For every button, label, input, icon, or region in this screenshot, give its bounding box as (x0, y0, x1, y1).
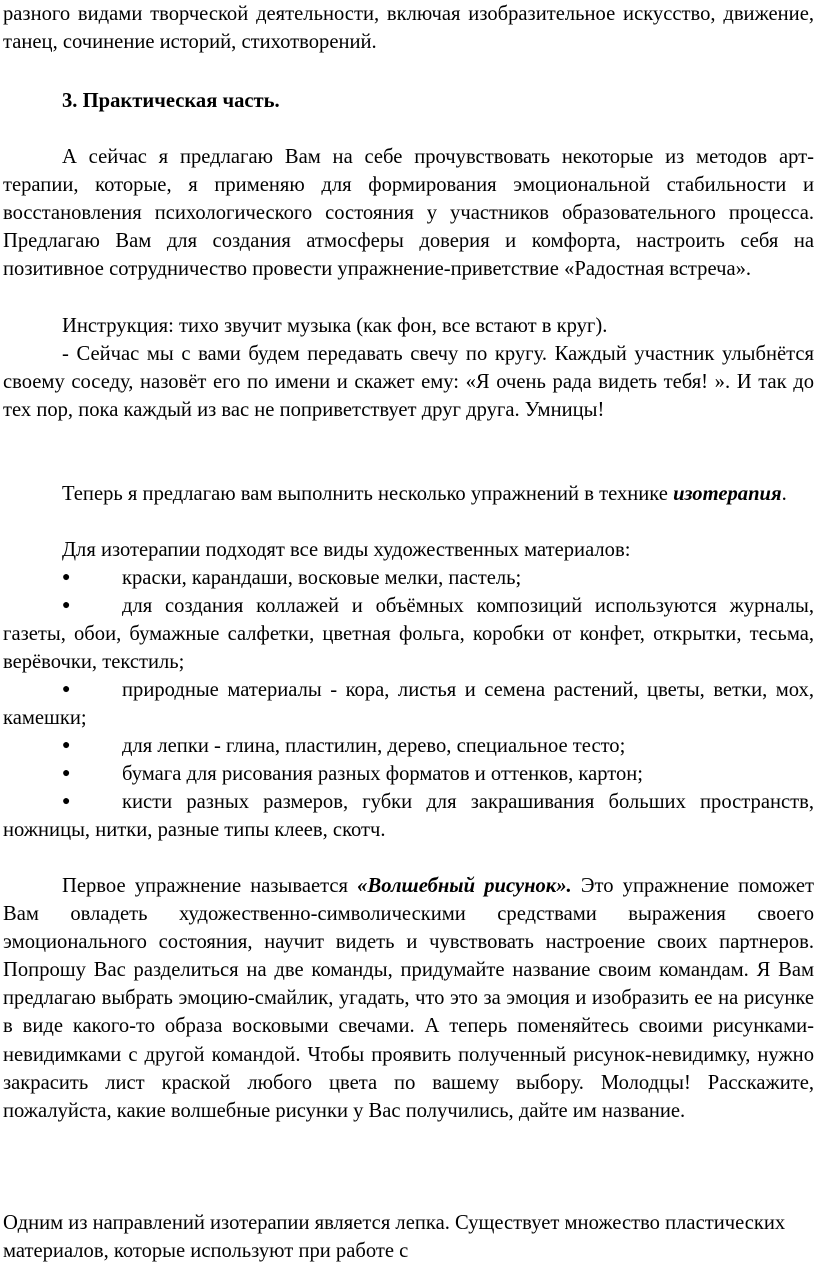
paragraph-modeling: Одним из направлений изотерапии является лепка. Существует множество пластических материалов, которые используют при работе с (3, 1212, 786, 1263)
isotherapy-offer-text: Теперь я предлагаю вам выполнить несколько упражнений в технике (62, 483, 674, 505)
list-item-text: краски, карандаши, восковые мелки, пастель; (122, 567, 522, 589)
list-item-text: бумага для рисования разных форматов и оттенков, картон; (122, 763, 644, 785)
list-item (3, 592, 814, 676)
bullet-icon: ● (62, 598, 71, 613)
list-item (3, 760, 814, 788)
list-item (3, 788, 814, 844)
paragraph-candle-greeting: - Сейчас мы с вами будем передавать свечу по кругу. Каждый участник улыбнётся своему соседу, назовёт его по имени и скажет ему: «Я очень рада видеть тебя! ». И так до тех пор, пока каждый из вас не поприветствует друг друга. Умницы! (3, 343, 814, 422)
magic-drawing-description: Это упражнение поможет Вам овладеть художественно-символическими средствами выражения своего эмоционального состояния, научит видеть и чувствовать настроение своих партнеров. Попрошу Вас разделиться на две команды, придумайте название своим командам. Я Вам предлагаю выбрать эмоцию-смайлик, угадать, что это за эмоция и изобразить ее на рисунке в виде какого-то образа восковыми свечами. А теперь поменяйтесь своими рисунками-невидимками с другой командой. Чтобы проявить полученный рисунок-невидимку, нужно закрасить лист краской любого цвета по вашему выбору. Молодцы! Расскажите, пожалуйста, какие волшебные рисунки у Вас получились, дайте им название. (3, 875, 815, 1122)
list-item (3, 676, 814, 732)
bullet-icon: ● (62, 682, 71, 697)
bullet-icon: ● (62, 794, 71, 809)
bullet-icon: ● (62, 766, 71, 781)
paragraph-materials-intro: Для изотерапии подходят все виды художественных материалов: (62, 539, 631, 561)
isotherapy-offer-end: . (781, 483, 787, 505)
bullet-icon: ● (62, 570, 71, 585)
paragraph-isotherapy-offer (3, 480, 814, 508)
list-item (3, 732, 814, 760)
paragraph-intro-methods: А сейчас я предлагаю Вам на себе прочувствовать некоторые из методов арт-терапии, которые, я применяю для формирования эмоциональной стабильности и восстановления психологического состояния у участников образовательного процесса. Предлагаю Вам для создания атмосферы доверия и комфорта, настроить себя на позитивное сотрудничество провести упражнение-приветствие «Радостная встреча». (3, 146, 814, 281)
magic-drawing-title: «Волшебный рисунок». (357, 875, 572, 897)
list-item (3, 564, 814, 592)
list-item-text: кисти разных размеров, губки для закрашивания больших пространств, ножницы, нитки, разные типы клеев, скотч. (3, 791, 814, 842)
isotherapy-term: изотерапия (673, 483, 782, 505)
paragraph-magic-drawing (3, 872, 814, 1125)
section-heading: 3. Практическая часть. (62, 90, 280, 112)
magic-drawing-intro: Первое упражнение называется (62, 875, 358, 897)
list-item-text: для создания коллажей и объёмных композиций используются журналы, газеты, обои, бумажные салфетки, цветная фольга, коробки от конфет, открытки, тесьма, верёвочки, текстиль; (3, 595, 814, 674)
intro-tail-paragraph: разного видами творческой деятельности, включая изобразительное искусство, движение, танец, сочинение историй, стихотворений. (3, 3, 814, 54)
bullet-icon: ● (62, 738, 71, 753)
list-item-text: природные материалы - кора, листья и семена растений, цветы, ветки, мох, камешки; (3, 679, 814, 730)
paragraph-instruction: Инструкция: тихо звучит музыка (как фон, все встают в круг). (62, 315, 608, 337)
list-item-text: для лепки - глина, пластилин, дерево, специальное тесто; (122, 735, 626, 757)
